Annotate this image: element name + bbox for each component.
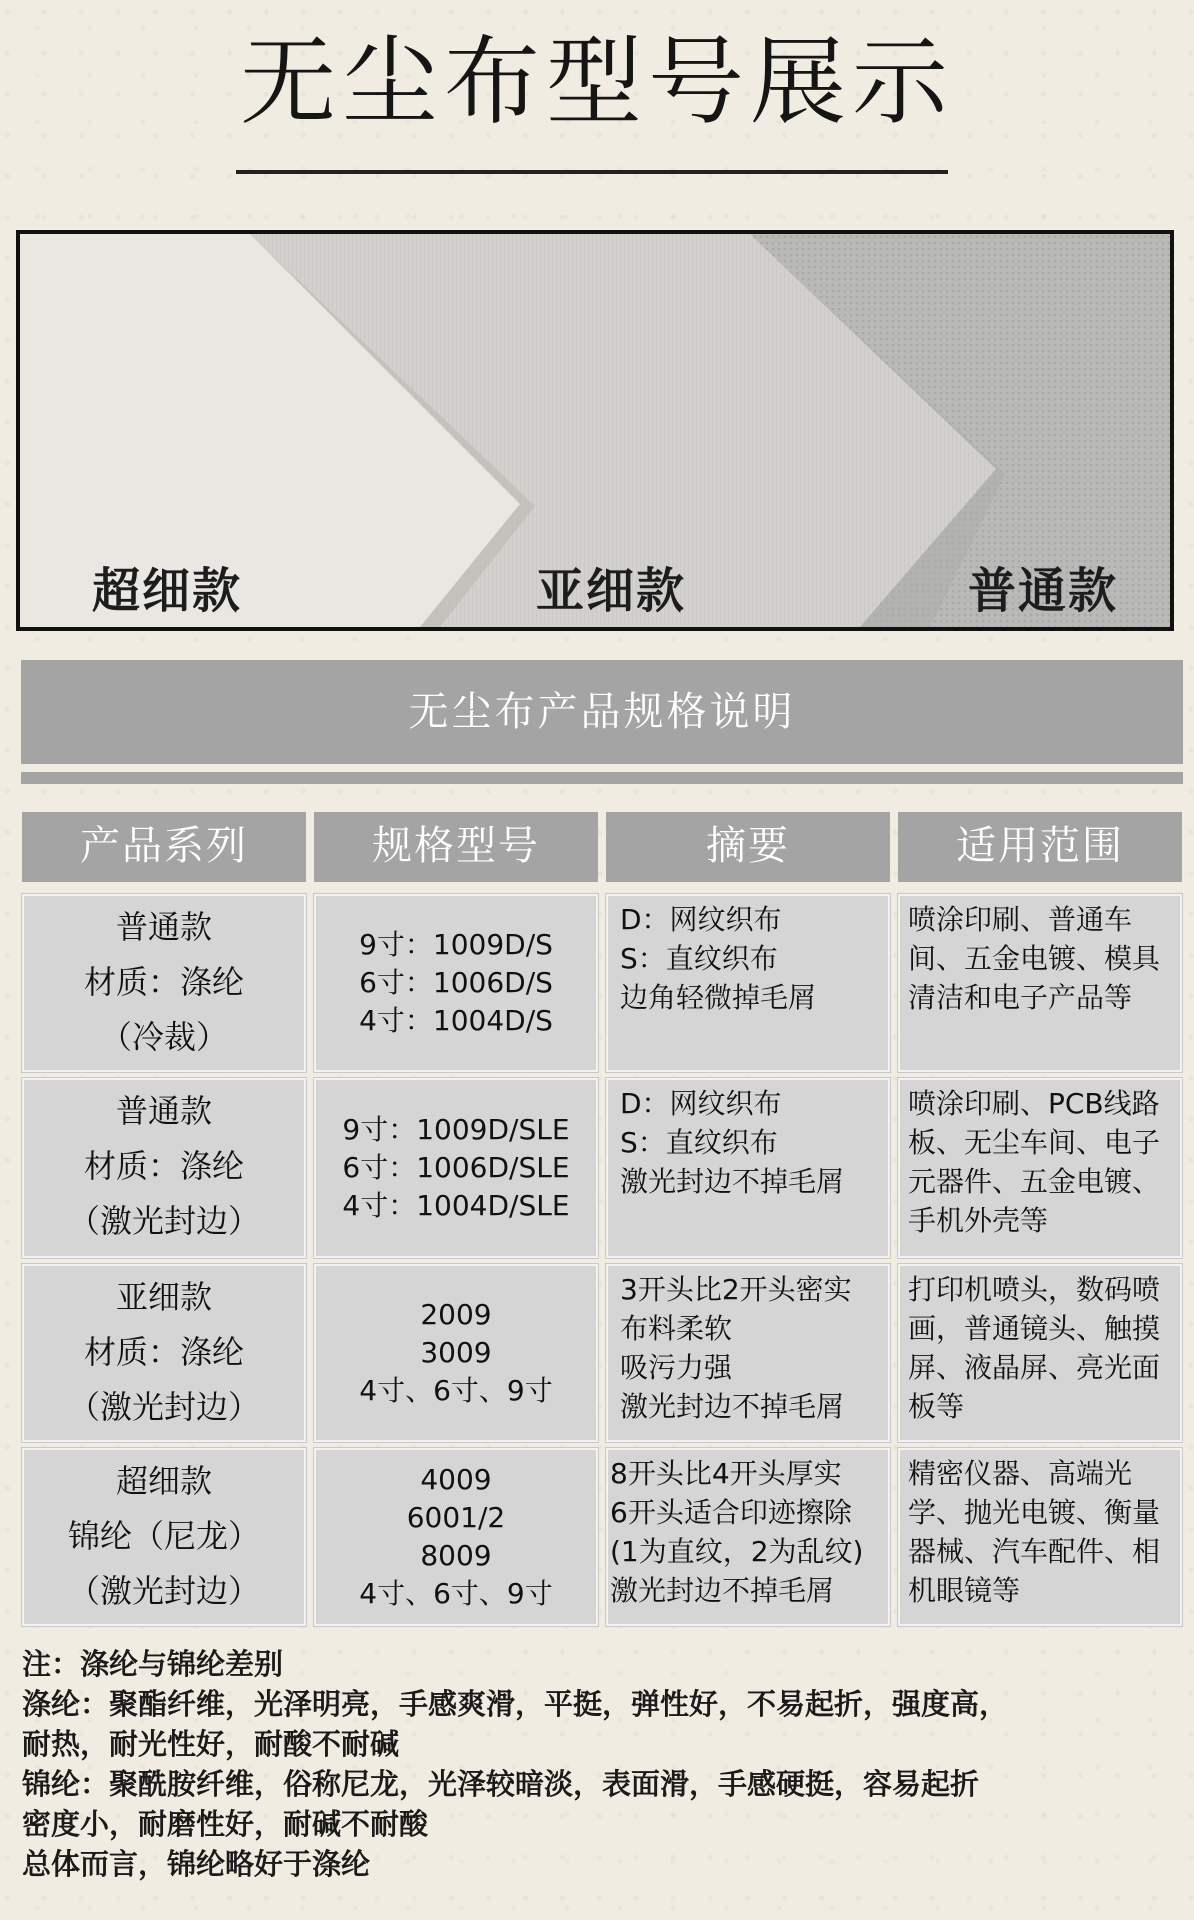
summary-line: 激光封边不掉毛屑: [620, 1165, 845, 1198]
model-line: 4寸：1004D/S: [359, 1004, 553, 1037]
series-line: （冷裁）: [99, 1018, 228, 1056]
table-cell-usage: 打印机喷头，数码喷画，普通镜头、触摸屏、液晶屏、亮光面板等: [898, 1264, 1182, 1442]
header-series: 产品系列: [22, 812, 306, 882]
model-line: 4寸、6寸、9寸: [359, 1374, 553, 1407]
table-cell-models: [314, 1264, 598, 1442]
table-cell-series: [22, 1448, 306, 1626]
note-line: 总体而言，锦纶略好于涤纶: [22, 1847, 371, 1881]
table-cell-summary: [606, 1264, 890, 1442]
summary-line: S：直纹织布: [620, 1126, 778, 1159]
summary-line: 6开头适合印迹擦除: [610, 1496, 852, 1529]
series-line: 亚细款: [115, 1278, 212, 1316]
table-cell-usage: 喷涂印刷、普通车间、五金电镀、模具清洁和电子产品等: [898, 894, 1182, 1072]
series-line: 材质：涤纶: [83, 1333, 244, 1371]
summary-line: 3开头比2开头密实: [620, 1273, 852, 1306]
summary-line: (1为直纹，2为乱纹): [610, 1535, 864, 1568]
note-line: 涤纶：聚酯纤维，光泽明亮，手感爽滑，平挺，弹性好，不易起折，强度高，: [22, 1687, 1009, 1721]
summary-line: 布料柔软: [620, 1312, 733, 1345]
summary-line: D：网纹织布: [620, 1087, 782, 1120]
table-cell-summary: [606, 1078, 890, 1258]
table-cell-series: [22, 1078, 306, 1258]
series-line: 普通款: [115, 1092, 212, 1130]
title-underline: [236, 170, 948, 174]
series-line: 锦纶（尼龙）: [67, 1517, 260, 1555]
summary-line: S：直纹织布: [620, 942, 778, 975]
table-cell-summary: [606, 1448, 890, 1626]
section-title: 无尘布产品规格说明: [21, 660, 1183, 764]
series-line: 材质：涤纶: [83, 1147, 244, 1185]
series-line: 材质：涤纶: [83, 963, 244, 1001]
model-line: 8009: [420, 1539, 492, 1572]
page-title: 无尘布型号展示: [240, 26, 954, 138]
table-cell-models: [314, 1078, 598, 1258]
model-line: 9寸：1009D/S: [359, 928, 553, 961]
model-line: 6寸：1006D/S: [359, 966, 553, 999]
note-line: 注：涤纶与锦纶差别: [22, 1647, 284, 1681]
table-cell-models: [314, 894, 598, 1072]
model-line: 6寸：1006D/SLE: [342, 1151, 570, 1184]
summary-line: 边角轻微掉毛屑: [620, 981, 817, 1014]
summary-line: D：网纹织布: [620, 903, 782, 936]
model-line: 4009: [420, 1463, 492, 1496]
series-line: （激光封边）: [67, 1202, 260, 1240]
notes-section: [22, 1644, 1182, 1884]
section-divider: [21, 772, 1183, 784]
photo-label-regular: 普通款: [968, 563, 1119, 619]
summary-line: 激光封边不掉毛屑: [610, 1574, 835, 1607]
series-line: 超细款: [115, 1462, 212, 1500]
series-line: （激光封边）: [67, 1388, 260, 1426]
model-line: 6001/2: [406, 1501, 506, 1534]
table-cell-usage: 精密仪器、高端光学、抛光电镀、衡量器械、汽车配件、相机眼镜等: [898, 1448, 1182, 1626]
summary-line: 激光封边不掉毛屑: [620, 1390, 845, 1423]
model-line: 4寸、6寸、9寸: [359, 1577, 553, 1610]
table-cell-models: [314, 1448, 598, 1626]
table-cell-usage: 喷涂印刷、PCB线路板、无尘车间、电子元器件、五金电镀、手机外壳等: [898, 1078, 1182, 1258]
summary-line: 吸污力强: [620, 1351, 733, 1384]
note-line: 密度小，耐磨性好，耐碱不耐酸: [22, 1807, 429, 1841]
header-models: 规格型号: [314, 812, 598, 882]
series-line: （激光封边）: [67, 1572, 260, 1610]
summary-line: 8开头比4开头厚实: [610, 1457, 842, 1490]
model-line: 3009: [420, 1336, 492, 1369]
model-line: 2009: [420, 1298, 492, 1331]
fabric-photo: [16, 230, 1174, 631]
photo-label-subfine: 亚细款: [536, 563, 687, 619]
note-line: 锦纶：聚酰胺纤维，俗称尼龙，光泽较暗淡，表面滑，手感硬挺，容易起折: [22, 1767, 980, 1801]
photo-label-superfine: 超细款: [92, 563, 243, 619]
note-line: 耐热，耐光性好，耐酸不耐碱: [22, 1727, 400, 1761]
model-line: 9寸：1009D/SLE: [342, 1113, 570, 1146]
table-cell-series: [22, 894, 306, 1072]
header-summary: 摘要: [606, 812, 890, 882]
header-usage: 适用范围: [898, 812, 1182, 882]
table-cell-series: [22, 1264, 306, 1442]
model-line: 4寸：1004D/SLE: [342, 1189, 570, 1222]
series-line: 普通款: [115, 908, 212, 946]
table-cell-summary: [606, 894, 890, 1072]
